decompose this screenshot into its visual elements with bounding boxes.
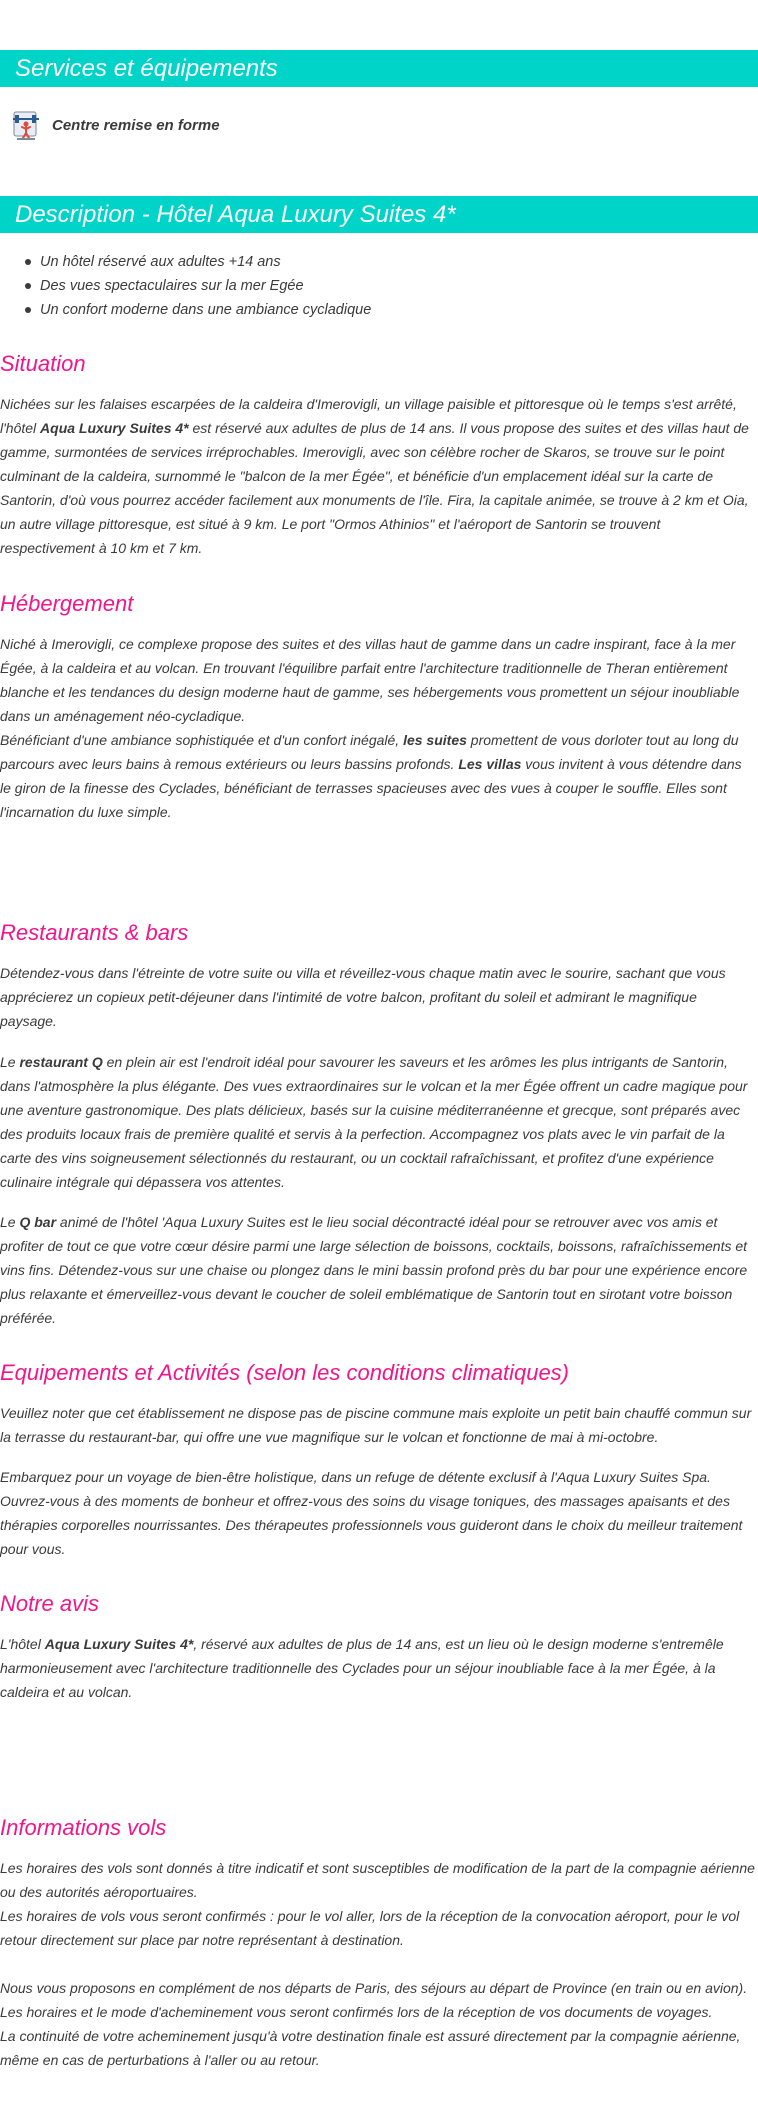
- equipements-text-1: Veuillez noter que cet établissement ne dispose pas de piscine commune mais exploite un petit bain chauffé commun sur la terrasse du restaurant-bar, qui offre une vue magnifique sur le volcan et fonctionne de mai à mi-octobre.: [0, 1405, 752, 1445]
- restaurants-text-3: Le Q bar animé de l'hôtel 'Aqua Luxury Suites est le lieu social décontracté idéal pour se retrouver avec vos amis et profiter de tout ce que votre cœur désire parmi une large sélection de boissons, cocktails, boissons, rafraîchissements et vins fins. Détendez-vous sur une chaise ou plongez dans le mini bassin profond près du bar pour une expérience encore plus relaxante et émerveillez-vous devant le coucher de soleil emblématique de Santorin tout en sirotant votre boisson préférée.: [0, 1214, 748, 1326]
- vols-heading: Informations vols: [0, 1815, 167, 1840]
- hebergement-text: Niché à Imerovigli, ce complexe propose des suites et des villas haut de gamme dans un cadre inspirant, face à la mer Égée, à la caldeira et au volcan. En trouvant l'équilibre parfait entre l'architecture traditionnelle de Theran entièrement blanche et les tendances du design moderne haut de gamme, ses hébergements vous promettent un séjour inoubliable dans un aménagement néo-cycladique. Bénéficiant d'une ambiance sophistiquée et d'un confort inégalé, les suites promettent de vous dorloter tout au long du parcours avec leurs bains à remous extérieurs ou leurs bassins profonds. Les villas vous invitent à vous détendre dans le giron de la finesse des Cyclades, bénéficiant de terrasses spacieuses avec des vues à couper le souffle. Elles sont l'incarnation du luxe simple.: [0, 636, 742, 820]
- vols-text-1: Les horaires des vols sont donnés à titre indicatif et sont susceptibles de modification de la part de la compagnie aérienne ou des autorités aéroportuaires. Les horaires de vols vous seront confirmés : pour le vol aller, lors de la réception de la convocation aéroport, pour le vol retour directement sur place par notre représentant à destination.: [0, 1860, 755, 1948]
- restaurants-text-1: Détendez-vous dans l'étreinte de votre suite ou villa et réveillez-vous chaque matin avec le sourire, sachant que vous apprécierez un copieux petit-déjeuner dans l'intimité de votre balcon, profitant du soleil et admirant le magnifique paysage.: [0, 965, 726, 1029]
- avis-text: L'hôtel Aqua Luxury Suites 4*, réservé aux adultes de plus de 14 ans, est un lieu où le design moderne s'entremêle harmonieusement avec l'architecture traditionnelle des Cyclades pour un séjour inoubliable face à la mer Égée, à la caldeira et au volcan.: [0, 1636, 724, 1700]
- avis-heading: Notre avis: [0, 1591, 100, 1616]
- fitness-icon: [11, 108, 43, 142]
- situation-heading: Situation: [0, 351, 86, 376]
- restaurants-heading: Restaurants & bars: [0, 920, 189, 945]
- situation-text: Nichées sur les falaises escarpées de la caldeira d'Imerovigli, un village paisible et pittoresque où le temps s'est arrêté, l'hôtel Aqua Luxury Suites 4* est réservé aux adultes de plus de 14 ans. Il vous propose des suites et des villas haut de gamme, surmontées de services irréprochables. Imerovigli, avec son célèbre rocher de Skaros, se trouve sur le point culminant de la caldeira, surnommé le "balcon de la mer Égée", et bénéficie d'un emplacement idéal sur la carte de Santorin, d'où vous pourrez accéder facilement aux monuments de l'île. Fira, la capitale animée, se trouve à 2 km et Oia, un autre village pittoresque, est situé à 9 km. Le port "Ormos Athinios" et l'aéroport de Santorin se trouvent respectivement à 10 km et 7 km.: [0, 396, 749, 556]
- service-item-fitness: [11, 108, 220, 142]
- description-title: Description - Hôtel Aqua Luxury Suites 4*: [15, 201, 456, 228]
- services-title: Services et équipements: [15, 55, 278, 82]
- services-banner: [0, 50, 758, 87]
- description-banner: [0, 196, 758, 233]
- restaurants-text-2: Le restaurant Q en plein air est l'endroit idéal pour savourer les saveurs et les arômes les plus intrigants de Santorin, dans l'atmosphère la plus élégante. Des vues extraordinaires sur le volcan et la mer Égée offrent un cadre magique pour une aventure gastronomique. Des plats délicieux, basés sur la cuisine méditerranéenne et grecque, sont préparés avec des produits locaux frais de première qualité et servis à la perfection. Accompagnez vos plats avec le vin parfait de la carte des vins soigneusement sélectionnés du restaurant, ou un cocktail rafraîchissant, et profitez d'une expérience culinaire intégrale qui dépassera vos attentes.: [0, 1054, 748, 1190]
- hebergement-heading: Hébergement: [0, 591, 134, 616]
- list-item: Un hôtel réservé aux adultes +14 ans: [0, 250, 371, 274]
- equipements-heading: Equipements et Activités (selon les conditions climatiques): [0, 1360, 570, 1385]
- service-label: Centre remise en forme: [52, 116, 220, 134]
- list-item: Des vues spectaculaires sur la mer Egée: [0, 274, 371, 298]
- vols-text-2: Nous vous proposons en complément de nos départs de Paris, des séjours au départ de Province (en train ou en avion). Les horaires et le mode d'acheminement vous seront confirmés lors de la réception de vos documents de voyages. La continuité de votre acheminement jusqu'à votre destination finale est assuré directement par la compagnie aérienne, même en cas de perturbations à l'aller ou au retour.: [0, 1980, 748, 2068]
- equipements-text-2: Embarquez pour un voyage de bien-être holistique, dans un refuge de détente exclusif à l'Aqua Luxury Suites Spa. Ouvrez-vous à des moments de bonheur et offrez-vous des soins du visage toniques, des massages apaisants et des thérapies corporelles nourrissantes. Des thérapeutes professionnels vous guideront dans le choix du meilleur traitement pour vous.: [0, 1469, 743, 1557]
- highlights-list: [0, 250, 371, 322]
- list-item: Un confort moderne dans une ambiance cycladique: [0, 298, 371, 322]
